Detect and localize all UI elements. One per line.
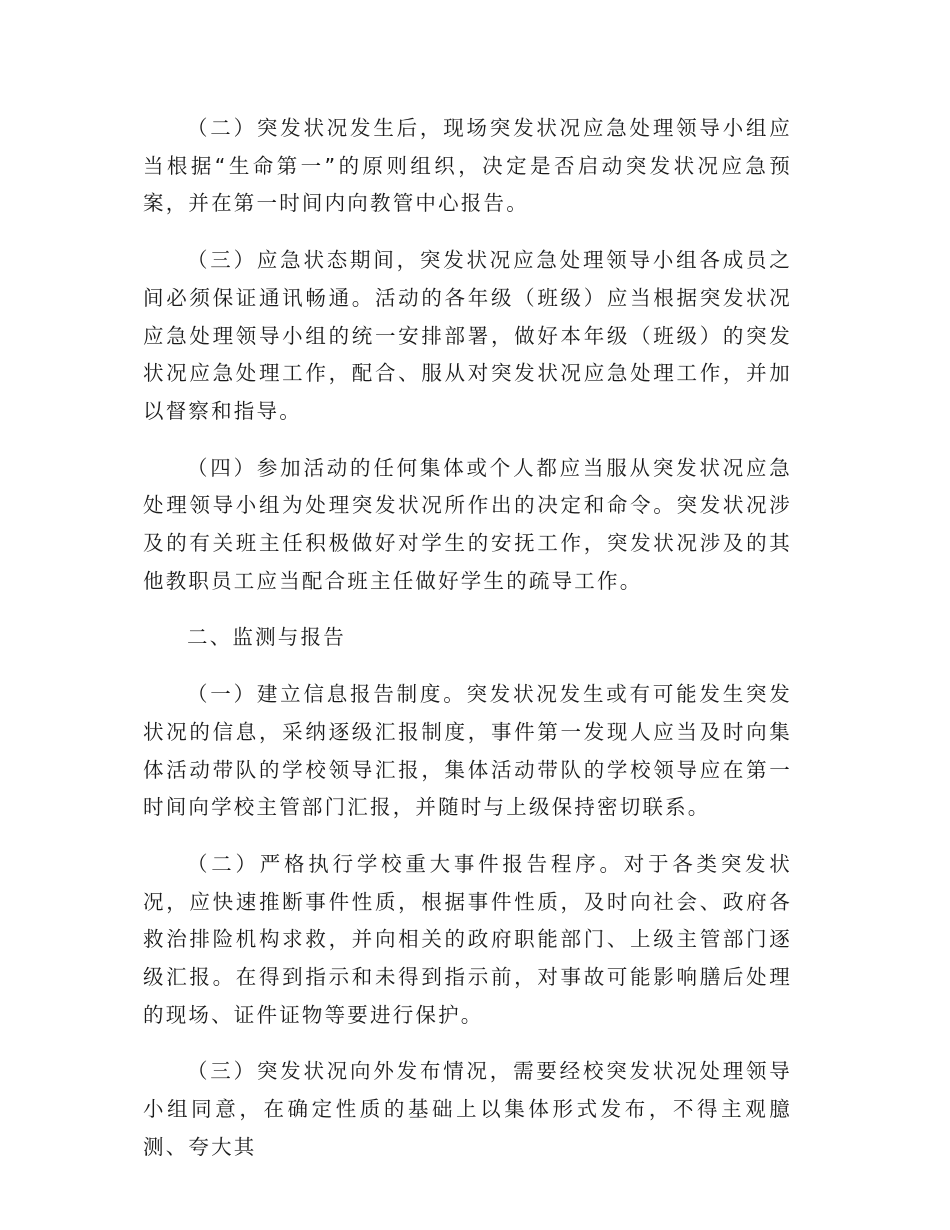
paragraph-external-release: （三）突发状况向外发布情况，需要经校突发状况处理领导小组同意，在确定性质的基础上以集体形式发布，不得主观臆测、夸大其 xyxy=(143,1059,792,1159)
section-heading-monitoring: 二、监测与报告 xyxy=(187,625,346,650)
paragraph-emergency-start: （二）突发状况发生后，现场突发状况应急处理领导小组应当根据“生命第一”的原则组织，决定是否启动突发状况应急预案，并在第一时间内向教管中心报告。 xyxy=(143,116,792,216)
paragraph-report-procedure: （二）严格执行学校重大事件报告程序。对于各类突发状况，应快速推断事件性质，根据事件性质，及时向社会、政府各救治排险机构求救，并向相关的政府职能部门、上级主管部门逐级汇报。在得到指示和未得到指示前，对事故可能影响膳后处理的现场、证件证物等要进行保护。 xyxy=(143,851,792,1027)
paragraph-emergency-communication: （三）应急状态期间，突发状况应急处理领导小组各成员之间必须保证通讯畅通。活动的各年级（班级）应当根据突发状况应急处理领导小组的统一安排部署，做好本年级（班级）的突发状况应急处理工作，配合、服从对突发状况应急处理工作，并加以督察和指导。 xyxy=(143,248,792,423)
paragraph-obey-decisions: （四）参加活动的任何集体或个人都应当服从突发状况应急处理领导小组为处理突发状况所作出的决定和命令。突发状况涉及的有关班主任积极做好对学生的安抚工作，突发状况涉及的其他教职员工应当配合班主任做好学生的疏导工作。 xyxy=(143,455,792,593)
paragraph-reporting-system: （一）建立信息报告制度。突发状况发生或有可能发生突发状况的信息，采纳逐级汇报制度，事件第一发现人应当及时向集体活动带队的学校领导汇报，集体活动带队的学校领导应在第一时间向学校主管部门汇报，并随时与上级保持密切联系。 xyxy=(143,682,792,820)
